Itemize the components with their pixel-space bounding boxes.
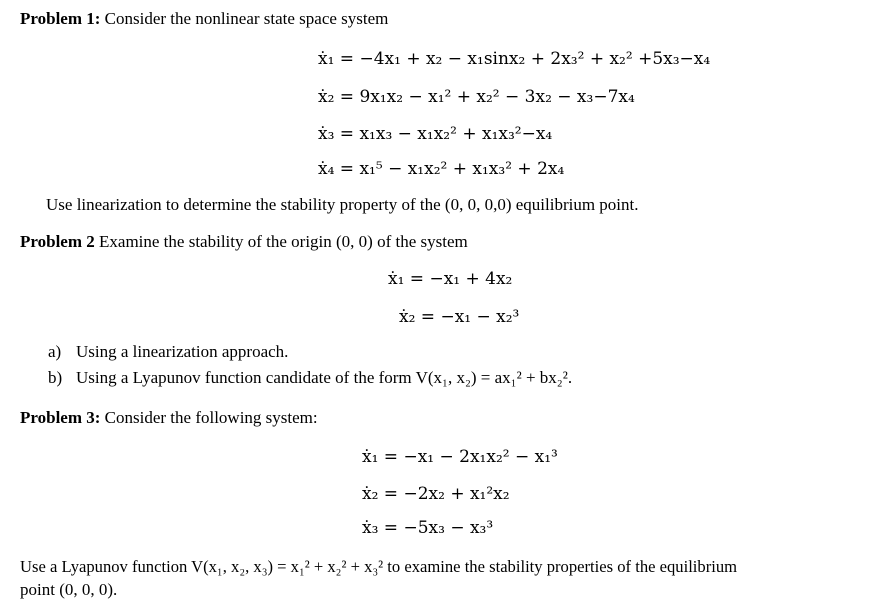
problem2-intro: Examine the stability of the origin (0, 0) of the system bbox=[94, 232, 468, 251]
part-b-text: Using a Lyapunov function candidate of the form V(x₁, x₂) = ax₁² + bx₂². bbox=[76, 368, 573, 387]
problem3-statement bbox=[20, 407, 318, 429]
problem1-statement bbox=[20, 8, 388, 30]
problem3-intro: Consider the following system: bbox=[100, 408, 318, 427]
problem3-question-line1: Use a Lyapunov function V(x₁, x₂, x₃) = x₁² + x₂² + x₃² to examine the stability properties of the equilibrium bbox=[20, 557, 738, 576]
problem2-equation-1: ẋ₁ = −x₁ + 4x₂ bbox=[388, 269, 513, 289]
problem1-equation-4: ẋ₄ = x₁⁵ − x₁x₂² + x₁x₃² + 2x₄ bbox=[318, 159, 565, 179]
problem1-question: Use linearization to determine the stability property of the (0, 0, 0,0) equilibrium point. bbox=[46, 195, 639, 214]
problem3-equation-1: ẋ₁ = −x₁ − 2x₁x₂² − x₁³ bbox=[362, 447, 558, 467]
problem3-equation-3: ẋ₃ = −5x₃ − x₃³ bbox=[362, 518, 494, 538]
part-a-text: Using a linearization approach. bbox=[76, 342, 289, 361]
problem3-question-line2: point (0, 0, 0). bbox=[20, 580, 118, 599]
problem2-statement bbox=[20, 231, 468, 253]
problem3-heading: Problem 3: bbox=[20, 408, 101, 427]
problem1-equation-2: ẋ₂ = 9x₁x₂ − x₁² + x₂² − 3x₂ − x₃−7x₄ bbox=[318, 87, 635, 107]
part-b-label: b) bbox=[48, 368, 63, 387]
problem1-heading: Problem 1: bbox=[20, 9, 101, 28]
problem1-equation-3: ẋ₃ = x₁x₃ − x₁x₂² + x₁x₃²−x₄ bbox=[318, 124, 553, 144]
problem2-part-b bbox=[48, 367, 572, 389]
problem3-equation-2: ẋ₂ = −2x₂ + x₁²x₂ bbox=[362, 484, 510, 504]
problem1-intro: Consider the nonlinear state space system bbox=[100, 9, 389, 28]
part-a-label: a) bbox=[48, 342, 62, 361]
problem2-equation-2: ẋ₂ = −x₁ − x₂³ bbox=[399, 307, 520, 327]
problem2-part-a bbox=[48, 341, 288, 363]
problem2-heading: Problem 2 bbox=[20, 232, 95, 251]
problem1-equation-1: ẋ₁ = −4x₁ + x₂ − x₁sinx₂ + 2x₃² + x₂² +5x₃−x₄ bbox=[318, 49, 711, 69]
